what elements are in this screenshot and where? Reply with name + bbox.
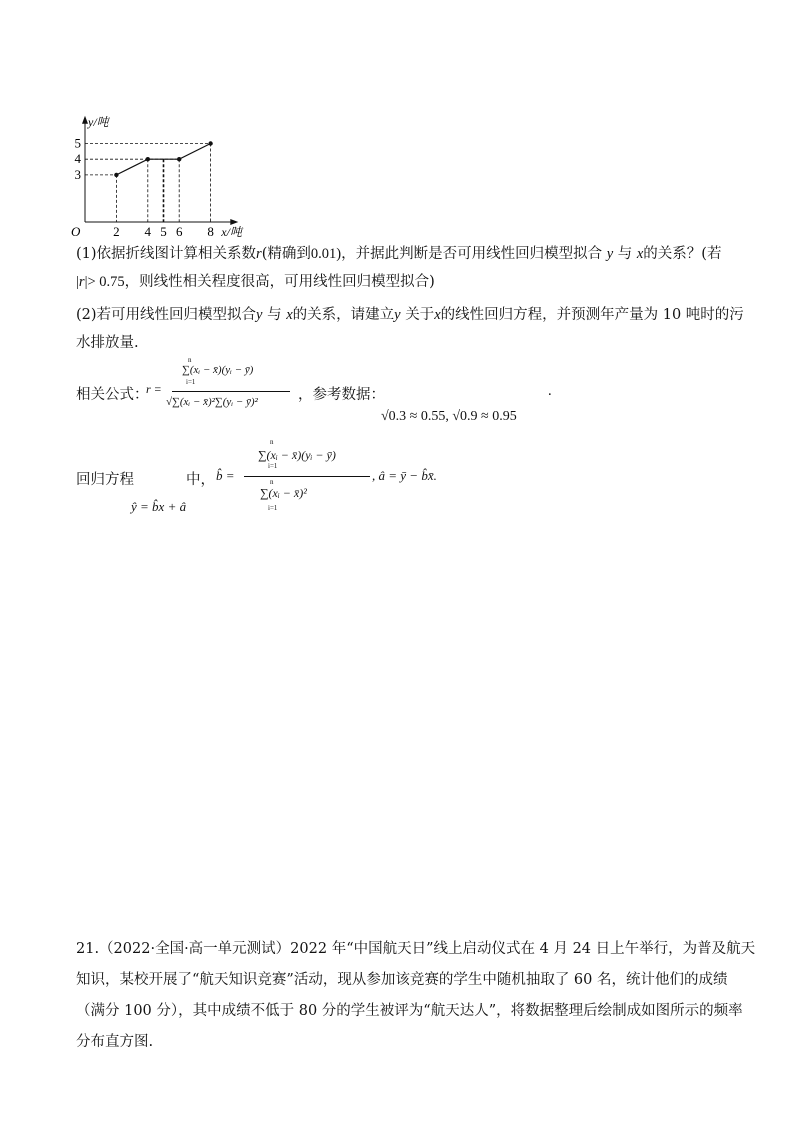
q1-text-d: ，并据此判断是否可用线性回归模型拟合 [341,246,603,262]
q2-x-symbol: x [286,307,293,323]
x-tick-label: 5 [160,224,167,239]
reference-dot: . [548,383,552,399]
data-point [146,157,150,161]
correlation-label: 相关公式： [76,387,149,403]
q1-and: 与 [617,246,633,262]
x-tick-label: 8 [207,224,214,239]
q1-r-abs: r [78,274,85,290]
x-axis-label: x/吨 [221,225,242,239]
x-tick-label: 4 [144,224,152,239]
data-point [177,157,181,161]
b-num-upper: n [270,438,274,446]
correlation-denominator: √∑(xᵢ − x̄)²∑(yᵢ − ȳ)² [166,396,258,408]
corr-num-upper: n [188,356,192,364]
b-denominator: ∑(xᵢ − x̄)² [260,486,307,500]
q1-x-symbol: x [636,246,644,262]
regression-zhong: 中， [186,472,215,488]
q1-abs-open: | [76,274,79,290]
q1-r-symbol: r [256,246,262,262]
regression-equation: ŷ = b̂x + â [131,499,187,514]
correlation-r: r = [146,382,162,396]
q1-text-b: (精确到 [261,246,311,262]
data-point [114,173,118,177]
q2-y-symbol: y [256,307,263,323]
b-numerator: ∑(xᵢ − x̄)(yᵢ − ȳ) [258,448,336,462]
origin-label: O [71,224,81,239]
regression-b-formula [216,438,437,516]
q2-x-symbol-2: x [434,307,441,323]
problem-21-line-2: 知识，某校开展了“航天知识竞赛”活动，现从参加该竞赛的学生中随机抽取了 60 名，统计他们的成绩 [76,972,728,988]
q2-text-b: 的关系，请建立 [292,307,395,323]
corr-num-lower: i=1 [186,378,196,386]
reference-values: √0.3 ≈ 0.55, √0.9 ≈ 0.95 [381,409,517,424]
q2-text-a: (2)若可用线性回归模型拟合 [76,307,257,323]
problem-21-line-4: 分布直方图. [76,1034,154,1050]
question-2-line-2 [76,333,139,353]
b-hat-label: b̂ = [216,468,235,483]
q1-y-symbol: y [606,246,614,262]
q1-conclusion: ，则线性相关程度很高，可用线性回归模型拟合) [124,274,435,290]
b-den-upper: n [270,478,274,486]
q2-text-d: 的线性回归方程，并预测年产量为 10 吨时的污 [440,307,744,323]
question-1-line-2 [76,272,435,292]
data-point [208,141,212,145]
correlation-numerator: ∑(xᵢ − x̄)(yᵢ − ȳ) [182,364,254,376]
y-tick-label: 3 [74,166,81,182]
correlation-formula [146,356,296,424]
problem-21 [76,934,756,1058]
q1-precision: 0.01) [310,246,342,262]
q2-text-line-2: 水排放量. [76,335,139,351]
line-chart [60,92,290,240]
correlation-fraction-bar [172,391,290,392]
question-1-line-1 [76,244,721,264]
regression-label: 回归方程 [76,472,134,488]
x-tick-label: 2 [113,224,120,239]
q2-and: 与 [267,307,282,323]
b-den-lower: i=1 [268,504,278,512]
x-tick-label: 6 [175,224,183,239]
q1-text-a: (1)依据折线图计算相关系数 [76,246,257,262]
q2-y-symbol-2: y [394,307,401,323]
problem-21-line-1: 21.（2022·全国·高一单元测试）2022 年“中国航天日”线上启动仪式在 4 月 24 日上午举行，为普及航天 [76,941,756,957]
question-2-line-1 [76,305,744,325]
q1-text-e: 的关系？(若 [643,246,722,262]
b-fraction-bar [244,476,370,477]
q1-threshold: |> 0.75 [84,274,125,290]
a-hat-formula: , â = ȳ − b̂x̄. [372,468,437,483]
b-num-lower: i=1 [268,462,278,470]
y-axis-label: y/吨 [88,114,109,129]
problem-21-line-3: （满分 100 分），其中成绩不低于 80 分的学生被评为“航天达人”，将数据整理后绘制成如图所示的频率 [76,1003,743,1019]
reference-label: ，参考数据： [298,387,385,403]
y-tick-label: 5 [74,135,81,151]
y-tick-label: 4 [74,151,81,167]
q2-text-c: 关于 [405,307,435,323]
